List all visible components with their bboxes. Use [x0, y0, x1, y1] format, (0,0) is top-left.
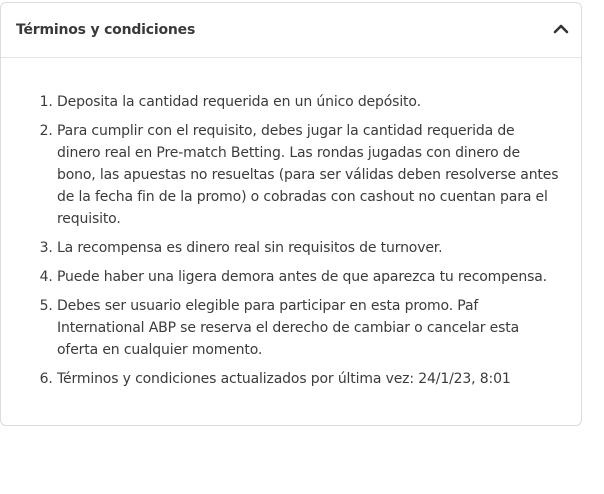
- terms-card: [0, 2, 582, 426]
- terms-title: Términos y condiciones: [16, 22, 196, 38]
- terms-item: 5. Debes ser usuario elegible para participar en esta promo. Paf International ABP se reserva el derecho de cambiar o cancelar esta oferta en cualquier momento.: [57, 295, 561, 361]
- terms-item: 2. Para cumplir con el requisito, debes jugar la cantidad requerida de dinero real en Pre-match Betting. Las rondas jugadas con dinero de bono, las apuestas no resueltas (para ser válidas deben resolverse antes de la fecha fin de la promo) o cobradas con cashout no cuentan para el requisito.: [57, 120, 561, 230]
- terms-item: 3. La recompensa es dinero real sin requisitos de turnover.: [57, 237, 561, 259]
- terms-accordion-header[interactable]: [1, 3, 581, 58]
- chevron-up-icon[interactable]: [553, 22, 569, 36]
- terms-item: 6. Términos y condiciones actualizados por última vez: 24/1/23, 8:01: [57, 368, 561, 390]
- terms-item: 1. Deposita la cantidad requerida en un único depósito.: [57, 91, 561, 113]
- terms-item: 4. Puede haber una ligera demora antes de que aparezca tu recompensa.: [57, 266, 561, 288]
- terms-body: [1, 58, 581, 390]
- terms-list: [41, 91, 561, 390]
